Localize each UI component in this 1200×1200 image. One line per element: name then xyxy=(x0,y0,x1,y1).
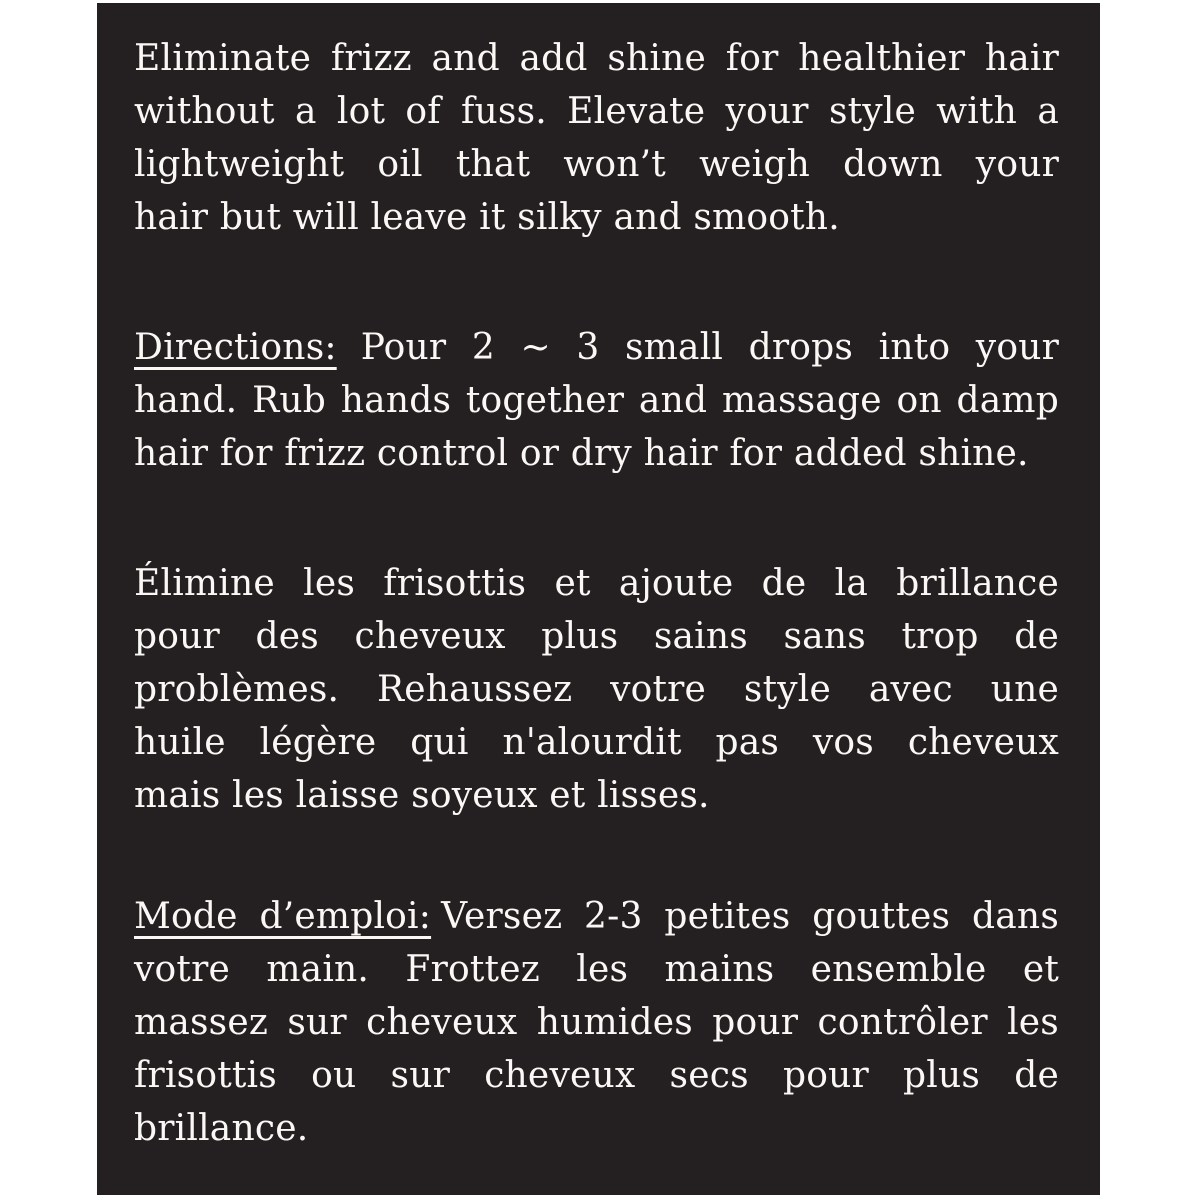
text-line: mais les laisse soyeux et lisses. xyxy=(134,775,710,816)
text-line xyxy=(134,321,1059,374)
text-line xyxy=(134,890,1059,943)
text-line: hair for frizz control or dry hair for added shine. xyxy=(134,433,1029,474)
directions-first-line-text: Pour 2 ~ 3 small drops into your xyxy=(360,327,1059,368)
text-line: lightweight oil that won’t weigh down your xyxy=(134,144,1059,185)
label-panel xyxy=(97,3,1100,1195)
text-line: pour des cheveux plus sains sans trop de xyxy=(134,616,1059,657)
text-line: votre main. Frottez les mains ensemble et xyxy=(134,949,1059,990)
directions-heading: Directions: xyxy=(134,327,337,368)
text-line: huile légère qui n'alourdit pas vos cheveux xyxy=(134,722,1059,763)
text-line: frisottis ou sur cheveux secs pour plus de xyxy=(134,1055,1059,1096)
paragraph-english-intro xyxy=(134,32,1059,244)
mode-demploi-first-line-text: Versez 2-3 petites gouttes dans xyxy=(441,896,1059,937)
text-line: Élimine les frisottis et ajoute de la brillance xyxy=(134,563,1059,604)
text-line: problèmes. Rehaussez votre style avec une xyxy=(134,669,1059,710)
text-line: without a lot of fuss. Elevate your style with a xyxy=(134,91,1059,132)
text-line: brillance. xyxy=(134,1108,309,1149)
paragraph-mode-demploi xyxy=(134,890,1059,1155)
mode-demploi-heading: Mode d’emploi: xyxy=(134,896,432,937)
text-line: Eliminate frizz and add shine for healthier hair xyxy=(134,38,1059,79)
paragraph-french-intro xyxy=(134,557,1059,822)
text-line: hand. Rub hands together and massage on damp xyxy=(134,380,1059,421)
paragraph-directions xyxy=(134,321,1059,480)
text-line: hair but will leave it silky and smooth. xyxy=(134,197,840,238)
text-line: massez sur cheveux humides pour contrôler les xyxy=(134,1002,1059,1043)
